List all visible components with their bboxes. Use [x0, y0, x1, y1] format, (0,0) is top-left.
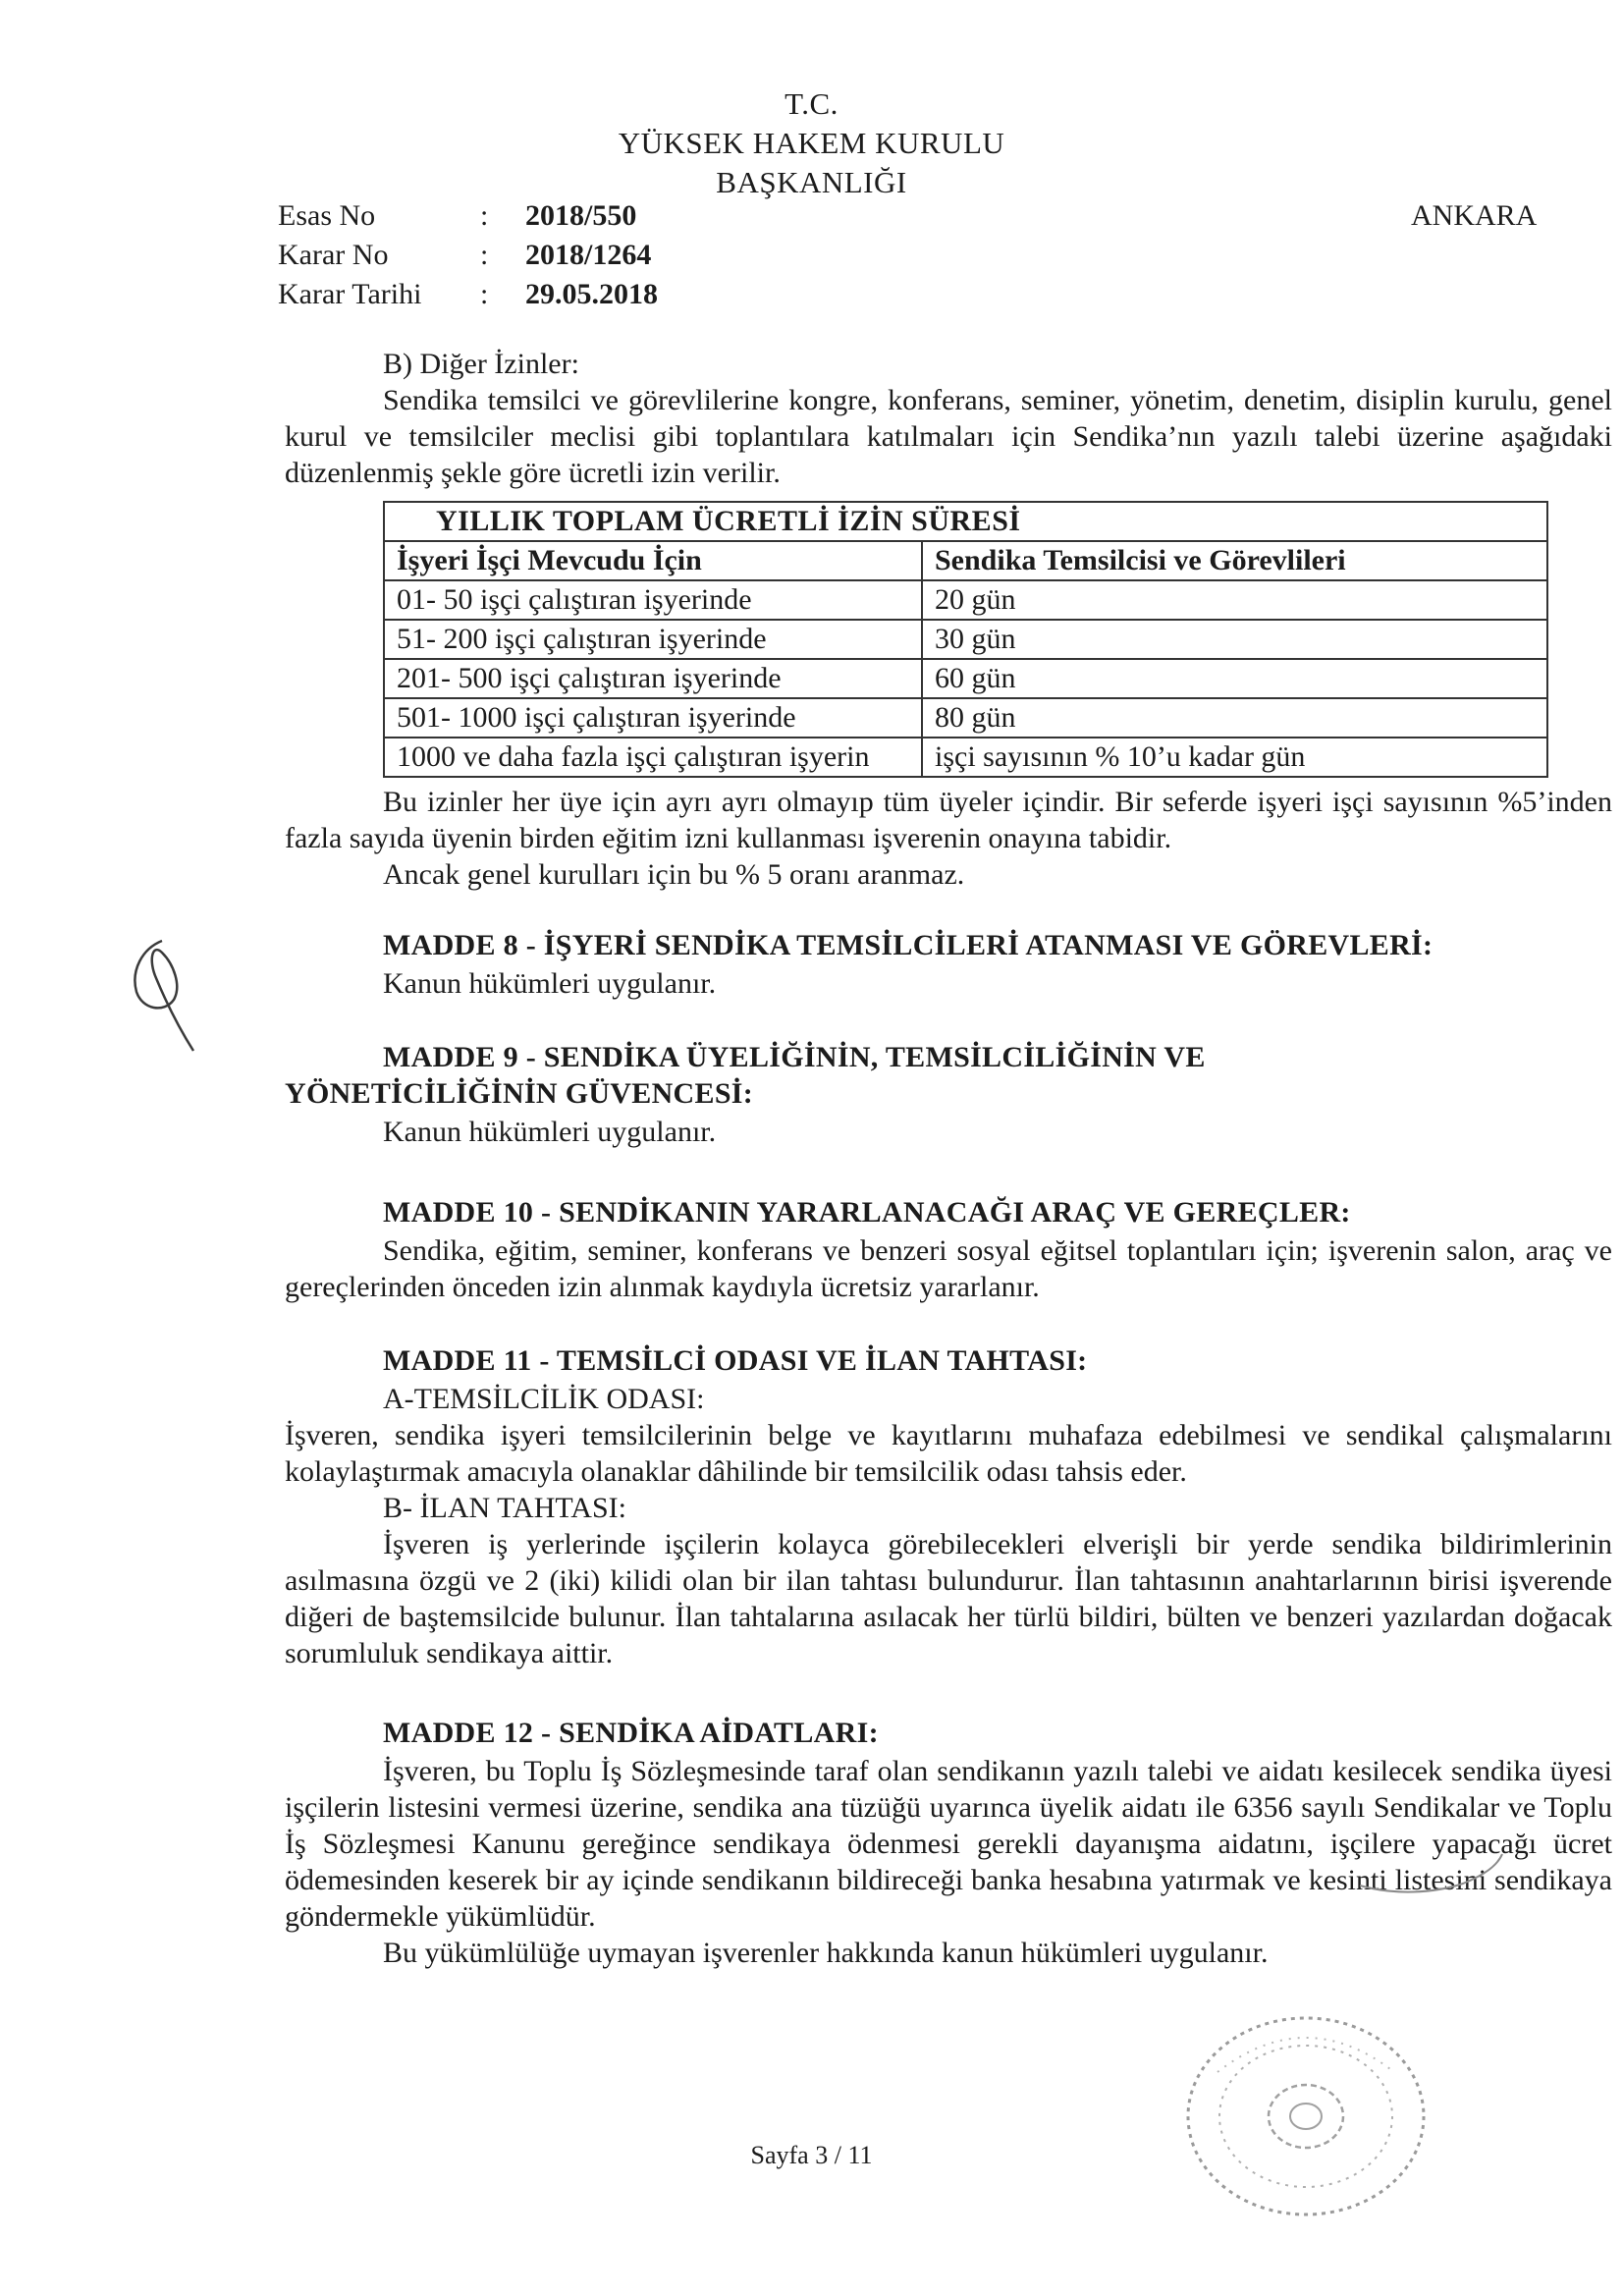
permission-table [383, 501, 1548, 778]
table-header-row [384, 541, 1547, 580]
table-row [384, 738, 1547, 777]
madde-10-title: MADDE 10 - SENDİKANIN YARARLANACAĞI ARAÇ VE GEREÇLER: [383, 1196, 1351, 1229]
meta-value: 2018/550 [525, 199, 637, 232]
table-cell: 60 gün [922, 659, 1547, 698]
table-title: YILLIK TOPLAM ÜCRETLİ İZİN SÜRESİ [384, 502, 1547, 541]
meta-label: Esas No [278, 199, 376, 232]
meta-sep: : [480, 199, 489, 232]
header-institution: YÜKSEK HAKEM KURULU [618, 126, 1005, 160]
table-cell: 20 gün [922, 580, 1547, 620]
page-number: Sayfa 3 / 11 [750, 2141, 873, 2169]
meta-value: 29.05.2018 [525, 278, 658, 310]
table-cell: 51- 200 işçi çalıştıran işyerinde [384, 620, 922, 659]
meta-value: 2018/1264 [525, 239, 652, 271]
meta-label: Karar Tarihi [278, 278, 422, 310]
madde-10-text: Sendika, eğitim, seminer, konferans ve benzeri sosyal eğitsel toplantıları için; işverenin salon, araç ve gereçlerinden önceden izin alınmak kaydıyla ücretsiz yararlanır. [285, 1234, 1612, 1303]
madde-9-text: Kanun hükümleri uygulanır. [383, 1116, 717, 1148]
madde-12-closing: Bu yükümlülüğe uymayan işverenler hakkında kanun hükümleri uygulanır. [383, 1937, 1269, 1969]
madde-11-text-a: İşveren, sendika işyeri temsilcilerinin belge ve kayıtlarını muhafaza edebilmesi ve sendikal çalışmalarını kolaylaştırmak amacıyla olanaklar dâhilinde bir temsilcilik odası tahsis eder. [285, 1419, 1612, 1488]
table-row [384, 698, 1547, 738]
header-tc: T.C. [784, 86, 839, 121]
table-cell: 501- 1000 işçi çalıştıran işyerinde [384, 698, 922, 738]
meta-sep: : [480, 239, 489, 271]
madde-8-title: MADDE 8 - İŞYERİ SENDİKA TEMSİLCİLERİ ATANMASI VE GÖREVLERİ: [383, 929, 1434, 961]
meta-sep: : [480, 278, 489, 310]
after-table-note: Ancak genel kurulları için bu % 5 oranı aranmaz. [383, 858, 965, 891]
table-cell: işçi sayısının % 10’u kadar gün [922, 738, 1547, 777]
madde-11-sub-a: A-TEMSİLCİLİK ODASI: [383, 1383, 705, 1415]
madde-8-text: Kanun hükümleri uygulanır. [383, 967, 717, 1000]
section-b-paragraph: Sendika temsilci ve görevlilerine kongre, konferans, seminer, yönetim, denetim, disiplin kurulu, genel kurul ve temsilciler meclisi gibi toplantılara katılmaları için Sendika’nın yazılı talebi üzerine aşağıdaki düzenlenmiş şekle göre ücretli izin verilir. [285, 384, 1612, 489]
table-row [384, 659, 1547, 698]
section-b-title: B) Diğer İzinler: [383, 348, 579, 380]
table-cell: 01- 50 işçi çalıştıran işyerinde [384, 580, 922, 620]
table-cell: 80 gün [922, 698, 1547, 738]
signature-scribble [1355, 1846, 1512, 1905]
madde-9-title-line2: YÖNETİCİLİĞİNİN GÜVENCESİ: [285, 1077, 754, 1110]
table-title-row [384, 502, 1547, 541]
madde-11-text-b: İşveren iş yerlerinde işçilerin kolayca görebilecekleri elverişli bir yerde sendika bildirimlerinin asılmasına özgü ve 2 (iki) kilidi olan bir ilan tahtası bulundurur. İlan tahtasının anahtarlarının birisi işverende diğeri de baştemsilcide bulunur. İlan tahtalarına asılacak her türlü bildiri, bülten ve benzeri yazılardan doğacak sorumluluk sendikaya aittir. [285, 1528, 1612, 1669]
table-row [384, 580, 1547, 620]
meta-label: Karar No [278, 239, 389, 271]
table-cell: 1000 ve daha fazla işçi çalıştıran işyerin [384, 738, 922, 777]
table-header-cell: Sendika Temsilcisi ve Görevlileri [922, 541, 1547, 580]
header-city: ANKARA [1411, 199, 1538, 232]
madde-11-title: MADDE 11 - TEMSİLCİ ODASI VE İLAN TAHTASI: [383, 1344, 1088, 1377]
table-header-cell: İşyeri İşçi Mevcudu İçin [384, 541, 922, 580]
after-table-paragraph: Bu izinler her üye için ayrı ayrı olmayıp tüm üyeler içindir. Bir seferde işyeri işçi sayısının %5’inden fazla sayıda üyenin birden eğitim izni kullanması işverenin onayına tabidir. [285, 786, 1612, 854]
table-row [384, 620, 1547, 659]
madde-12-text: İşveren, bu Toplu İş Sözleşmesinde taraf olan sendikanın yazılı talebi ve aidatı kesilecek sendika üyesi işçilerin listesini vermesi üzerine, sendika ana tüzüğü uyarınca üyelik aidatı ile 6356 sayılı Sendikalar ve Toplu İş Sözleşmesi Kanunu gereğince sendikaya ödenmesi gerekli dayanışma aidatını, işçilere yapacağı ücret ödemesinden keserek bir ay içinde sendikanın bildireceği banka hesabına yatırmak ve kesinti listesini sendikaya göndermekle yükümlüdür. [285, 1755, 1612, 1933]
madde-9-title-line1: MADDE 9 - SENDİKA ÜYELİĞİNİN, TEMSİLCİLİĞİNİN VE [383, 1041, 1206, 1073]
madde-11-sub-b: B- İLAN TAHTASI: [383, 1492, 626, 1524]
table-cell: 30 gün [922, 620, 1547, 659]
table-cell: 201- 500 işçi çalıştıran işyerinde [384, 659, 922, 698]
stamp-seal-icon [1159, 1994, 1453, 2239]
header-presidency: BAŞKANLIĞI [716, 165, 907, 199]
signature-mark [123, 931, 201, 1059]
madde-12-title: MADDE 12 - SENDİKA AİDATLARI: [383, 1717, 879, 1749]
